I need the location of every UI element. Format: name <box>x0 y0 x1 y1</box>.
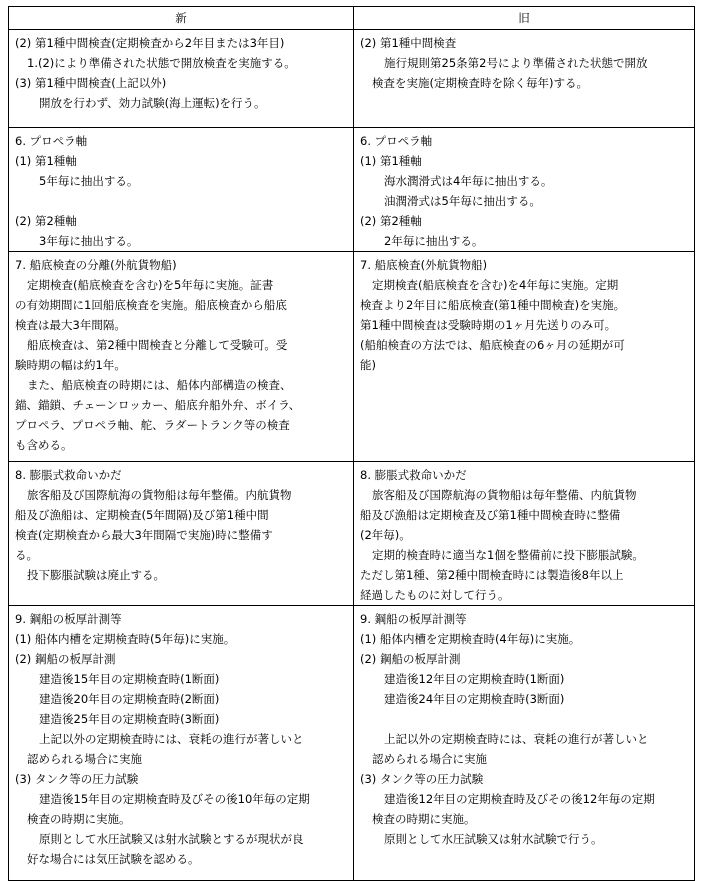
text-line: 8. 膨脹式救命いかだ <box>360 468 467 482</box>
cell-old <box>354 252 695 462</box>
text-line: 3年毎に抽出する。 <box>39 234 139 248</box>
text-line: 建造後20年目の定期検査時(2断面) <box>39 692 220 706</box>
header-row <box>9 7 695 30</box>
text-line: 海水潤滑式は4年毎に抽出する。 <box>384 174 553 188</box>
text-line: 建造後12年目の定期検査時及びその後12年毎の定期 <box>384 792 655 806</box>
text-line: 認められる場合に実施 <box>27 752 142 766</box>
column-header-old: 旧 <box>354 7 695 30</box>
comparison-table <box>8 6 695 881</box>
text-line: 旅客船及び国際航海の貨物船は毎年整備。内航貨物 <box>27 488 292 502</box>
text-line: 8. 膨脹式救命いかだ <box>15 468 122 482</box>
text-line: 検査より2年目に船底検査(第1種中間検査)を実施。 <box>360 298 626 312</box>
text-line: 検査を実施(定期検査時を除く毎年)する。 <box>372 76 588 90</box>
cell-new <box>9 30 354 128</box>
text-line: 経過したものに対して行う。 <box>360 588 510 602</box>
cell-text <box>9 30 353 113</box>
text-line: 認められる場合に実施 <box>372 752 487 766</box>
text-line: (2) 第2種軸 <box>360 214 422 228</box>
text-line <box>15 191 349 211</box>
table-row <box>9 30 695 128</box>
text-line: (2) 第1種中間検査(定期検査から2年目または3年目) <box>15 36 285 50</box>
text-line: (3) 第1種中間検査(上記以外) <box>15 76 167 90</box>
text-line <box>360 709 690 729</box>
cell-old <box>354 30 695 128</box>
text-line: 検査は最大3年間隔。 <box>15 318 126 332</box>
text-line: 7. 船底検査の分離(外航貨物船) <box>15 258 177 272</box>
text-line: 6. プロペラ軸 <box>15 134 88 148</box>
text-line: 施行規則第25条第2号により準備された状態で開放 <box>384 56 648 70</box>
text-line: 建造後24年目の定期検査時(3断面) <box>384 692 565 706</box>
text-line: 油潤滑式は5年毎に抽出する。 <box>384 194 541 208</box>
cell-text <box>9 462 353 585</box>
text-line: 5年毎に抽出する。 <box>39 174 139 188</box>
text-line: (2) 鋼船の板厚計測 <box>15 652 116 666</box>
text-line: (3) タンク等の圧力試験 <box>360 772 484 786</box>
cell-old <box>354 128 695 252</box>
text-line: (1) 船体内槽を定期検査時(4年毎)に実施。 <box>360 632 581 646</box>
text-line: 2年毎に抽出する。 <box>384 234 484 248</box>
text-line: 定期検査(船底検査を含む)を5年毎に実施。証書 <box>27 278 274 292</box>
text-line: 1.(2)により準備された状態で開放検査を実施する。 <box>27 56 296 70</box>
cell-text <box>354 462 694 605</box>
text-line: (1) 船体内槽を定期検査時(5年毎)に実施。 <box>15 632 236 646</box>
text-line: 第1種中間検査は受験時期の1ヶ月先送りのみ可。 <box>360 318 617 332</box>
text-line: ただし第1種、第2種中間検査時には製造後8年以上 <box>360 568 624 582</box>
text-line: また、船底検査の時期には、船体内部構造の検査、 <box>27 378 292 392</box>
column-header-new: 新 <box>9 7 354 30</box>
cell-new <box>9 606 354 881</box>
text-line: (3) タンク等の圧力試験 <box>15 772 139 786</box>
text-line: 9. 鋼船の板厚計測等 <box>360 612 467 626</box>
text-line: 建造後15年目の定期検査時(1断面) <box>39 672 220 686</box>
cell-text <box>354 606 694 849</box>
text-line: 上記以外の定期検査時には、衰耗の進行が著しいと <box>384 732 649 746</box>
text-line: (2) 鋼船の板厚計測 <box>360 652 461 666</box>
cell-new <box>9 128 354 252</box>
text-line: 投下膨脹試験は廃止する。 <box>27 568 165 582</box>
text-line: 6. プロペラ軸 <box>360 134 433 148</box>
cell-new <box>9 462 354 606</box>
text-line: 原則として水圧試験又は射水試験で行う。 <box>384 832 603 846</box>
text-line: (1) 第1種軸 <box>15 154 77 168</box>
text-line: 好な場合には気圧試験を認める。 <box>27 852 200 866</box>
text-line: も含める。 <box>15 438 73 452</box>
text-line: 検査の時期に実施。 <box>27 812 131 826</box>
text-line: 船底検査は、第2種中間検査と分離して受験可。受 <box>27 338 288 352</box>
text-line: (2) 第1種中間検査 <box>360 36 457 50</box>
text-line: (2年毎)。 <box>360 528 411 542</box>
text-line: プロペラ、プロペラ軸、舵、ラダートランク等の検査 <box>15 418 290 432</box>
text-line: 建造後12年目の定期検査時(1断面) <box>384 672 565 686</box>
cell-old <box>354 462 695 606</box>
cell-new <box>9 252 354 462</box>
text-line: (2) 第2種軸 <box>15 214 77 228</box>
text-line: 験時期の幅は約1年。 <box>15 358 126 372</box>
text-line: 船及び漁船は定期検査及び第1種中間検査時に整備 <box>360 508 621 522</box>
text-line: 上記以外の定期検査時には、衰耗の進行が著しいと <box>39 732 304 746</box>
text-line: の有効期間に1回船底検査を実施。船底検査から船底 <box>15 298 287 312</box>
text-line: (1) 第1種軸 <box>360 154 422 168</box>
text-line: 検査の時期に実施。 <box>372 812 476 826</box>
text-line: 錨、錨鎖、チェーンロッカー、船底弁船外弁、ボイラ、 <box>15 398 301 412</box>
cell-text <box>354 30 694 93</box>
cell-text <box>354 252 694 375</box>
text-line: 9. 鋼船の板厚計測等 <box>15 612 122 626</box>
table-row <box>9 252 695 462</box>
cell-text <box>354 128 694 251</box>
text-line: 定期検査(船底検査を含む)を4年毎に実施。定期 <box>372 278 619 292</box>
text-line: 船及び漁船は、定期検査(5年間隔)及び第1種中間 <box>15 508 269 522</box>
table-row <box>9 462 695 606</box>
text-line: 定期的検査時に適当な1個を整備前に投下膨脹試験。 <box>372 548 644 562</box>
cell-text <box>9 252 353 455</box>
text-line: 能) <box>360 358 376 372</box>
text-line: 原則として水圧試験又は射水試験とするが現状が良 <box>39 832 304 846</box>
table-row <box>9 606 695 881</box>
text-line: 検査(定期検査から最大3年間隔で実施)時に整備す <box>15 528 273 542</box>
text-line: 旅客船及び国際航海の貨物船は毎年整備、内航貨物 <box>372 488 637 502</box>
cell-text <box>9 128 353 251</box>
text-line: 建造後25年目の定期検査時(3断面) <box>39 712 220 726</box>
text-line: (船舶検査の方法では、船底検査の6ヶ月の延期が可 <box>360 338 625 352</box>
text-line: 7. 船底検査(外航貨物船) <box>360 258 488 272</box>
table-body <box>9 30 695 881</box>
cell-text <box>9 606 353 869</box>
cell-old <box>354 606 695 881</box>
text-line: 建造後15年目の定期検査時及びその後10年毎の定期 <box>39 792 310 806</box>
text-line: 開放を行わず、効力試験(海上運転)を行う。 <box>39 96 266 110</box>
text-line: る。 <box>15 548 38 562</box>
table-row <box>9 128 695 252</box>
